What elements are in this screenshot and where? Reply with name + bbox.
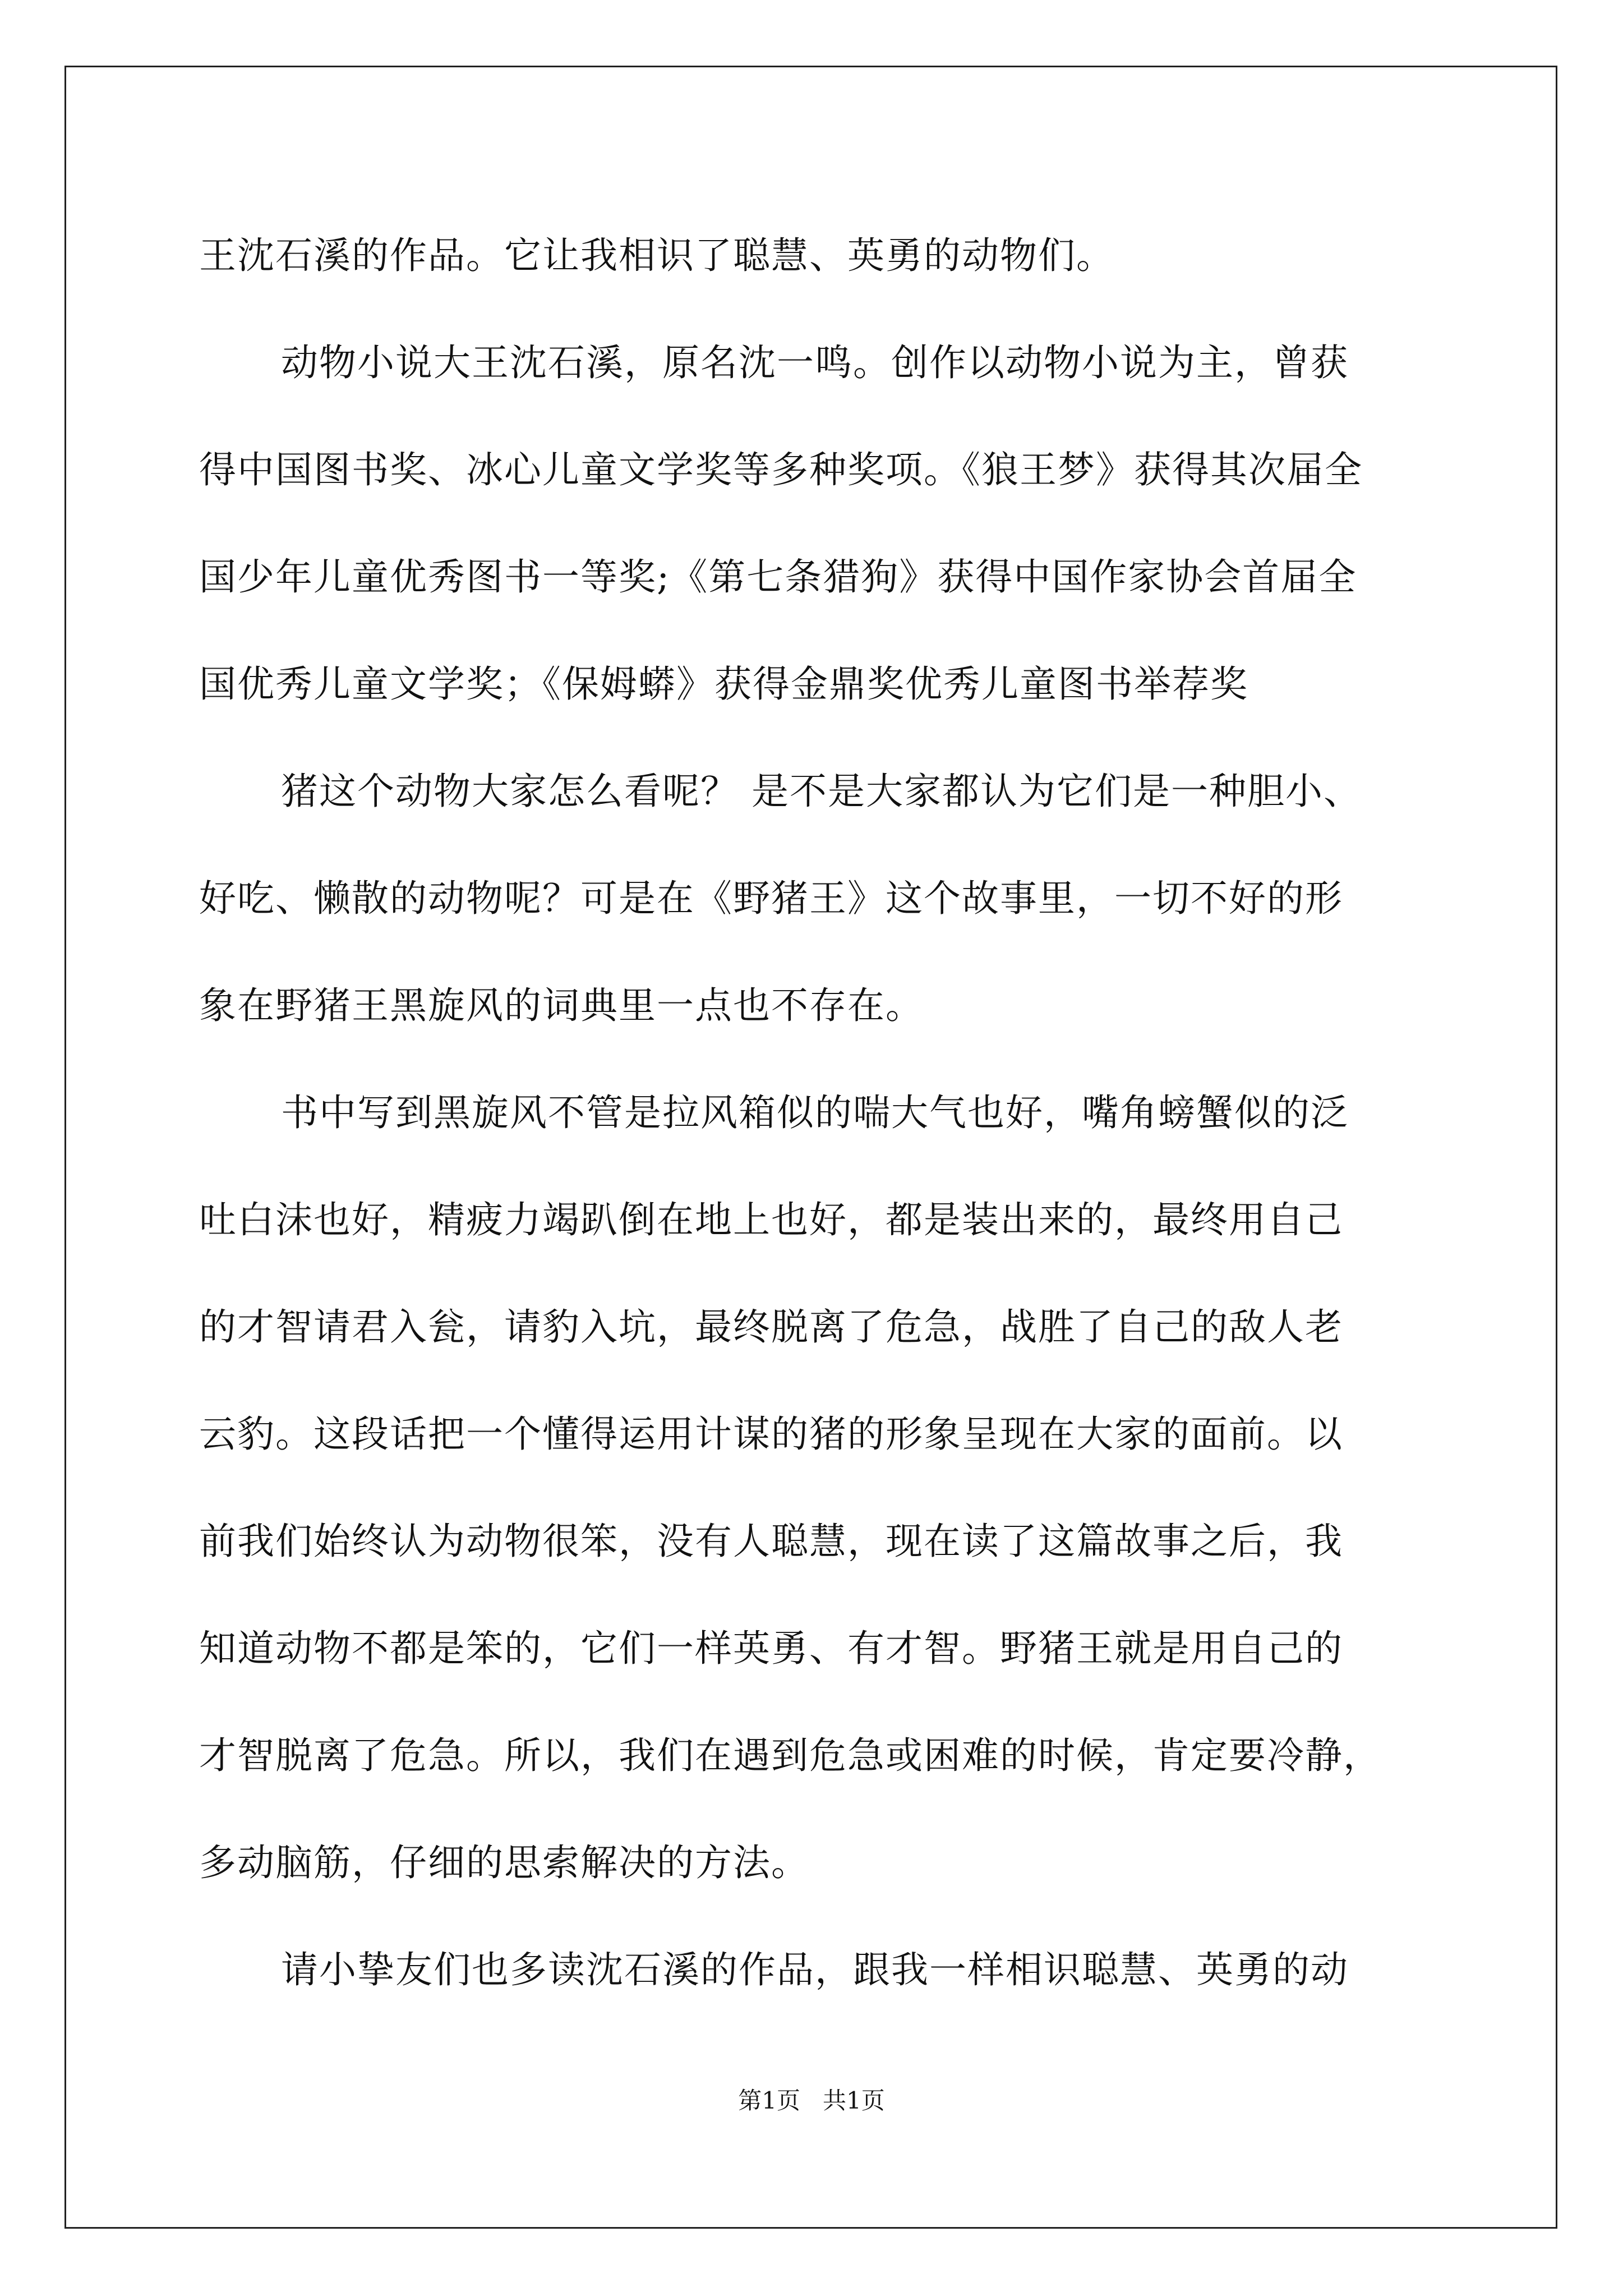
- text-line: 猪这个动物大家怎么看呢？ 是不是大家都认为它们是一种胆小、: [281, 770, 1362, 813]
- text-line: 书中写到黑旋风不管是拉风箱似的喘大气也好，嘴角螃蟹似的泛: [281, 1091, 1349, 1134]
- page-footer: 第1页 共1页: [738, 2087, 885, 2114]
- text-line: 请小挚友们也多读沈石溪的作品，跟我一样相识聪慧、英勇的动: [281, 1948, 1349, 1991]
- text-line: 知道动物不都是笨的，它们一样英勇、有才智。野猪王就是用自己的: [199, 1627, 1343, 1670]
- text-line: 多动脑筋，仔细的思索解决的方法。: [199, 1841, 809, 1884]
- text-line: 吐白沫也好，精疲力竭趴倒在地上也好，都是装出来的，最终用自己: [199, 1198, 1343, 1241]
- text-line: 王沈石溪的作品。它让我相识了聪慧、英勇的动物们。: [199, 234, 1114, 277]
- text-line: 好吃、懒散的动物呢？可是在《野猪王》这个故事里，一切不好的形: [199, 877, 1343, 920]
- text-line: 前我们始终认为动物很笨，没有人聪慧，现在读了这篇故事之后，我: [199, 1520, 1343, 1563]
- text-line: 国优秀儿童文学奖；《保姆蟒》获得金鼎奖优秀儿童图书举荐奖: [199, 662, 1248, 706]
- document-body: [199, 202, 1450, 2023]
- text-line: 国少年儿童优秀图书一等奖;《第七条猎狗》获得中国作家协会首届全: [199, 555, 1357, 599]
- text-line: 才智脱离了危急。所以，我们在遇到危急或困难的时候，肯定要冷静，: [199, 1734, 1381, 1777]
- text-line: 云豹。这段话把一个懂得运用计谋的猪的形象呈现在大家的面前。以: [199, 1412, 1343, 1456]
- text-line: 动物小说大王沈石溪，原名沈一鸣。创作以动物小说为主，曾获: [281, 341, 1349, 384]
- text-line: 象在野猪王黑旋风的词典里一点也不存在。: [199, 984, 924, 1027]
- text-line: 得中国图书奖、冰心儿童文学奖等多种奖项。《狼王梦》获得其次届全: [199, 448, 1363, 491]
- text-line: 的才智请君入瓮，请豹入坑，最终脱离了危急，战胜了自己的敌人老: [199, 1305, 1343, 1349]
